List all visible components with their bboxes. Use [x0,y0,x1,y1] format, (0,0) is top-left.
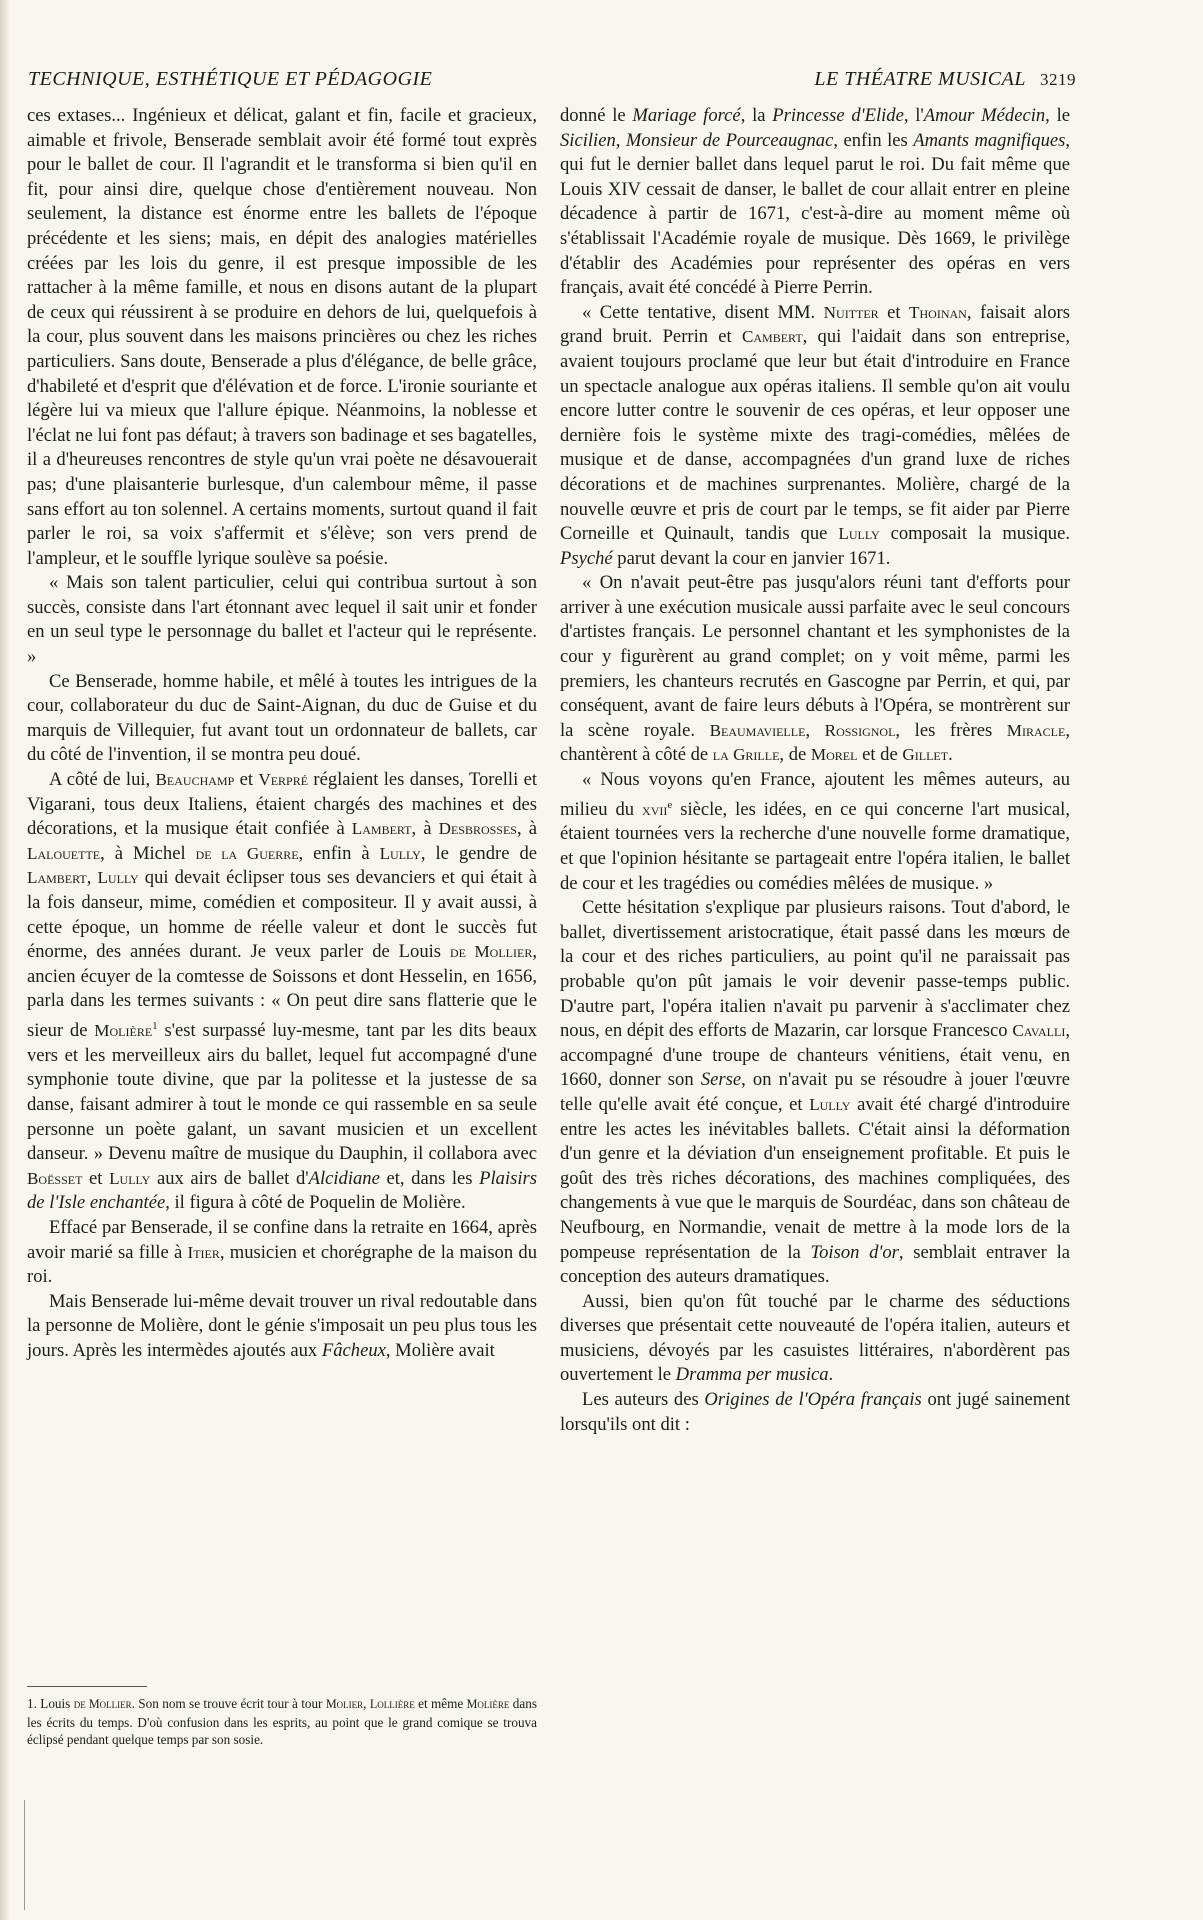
paragraph: Effacé par Benserade, il se confine dans la retraite en 1664, après avoir marié sa fille à Itier, musicien et chorégraphe de la maison du roi. [27,1216,537,1288]
paragraph: A côté de lui, Beauchamp et Verpré réglaient les danses, Torelli et Vigarani, tous deux Italiens, étaient chargés des machines et des décorations, et la musique était confiée à Lambert, à Desbrosses, à Lalouette, à Michel de la Guerre, enfin à Lully, le gendre de Lambert, Lully qui devait éclipser tous ses devanciers et qui était à la fois danseur, mime, comédien et compositeur. Il y avait aussi, à cette époque, un homme de réelle valeur et dont le succès fut énorme, des années durant. Je veux parler de Louis de Mollier, ancien écuyer de la comtesse de Soissons et dont Hesselin, en 1656, parla dans les termes suivants : « On peut dire sans flatterie que le sieur de Molière$^1$ s'est surpassé luy-mesme, tant par les dits beaux vers et les merveilleux airs du ballet, lequel fut accompagné d'une symphonie toute divine, que par la politesse et la justesse de sa danse, faisant admirer à tout le monde ce qui rassemble en sa seule personne un poète galant, un savant musicien et un excellent danseur. » Devenu maître de musique du Dauphin, il collabora avec Boësset et Lully aux airs de ballet d'Alcidiane et, dans les Plaisirs de l'Isle enchantée, il figura à côté de Poquelin de Molière. [27,769,538,1214]
running-header [28,68,1076,98]
paragraph: Ce Benserade, homme habile, et mêlé à toutes les intrigues de la cour, collaborateur du duc de Saint-Aignan, du duc de Guise et du marquis de Villequier, fut avant tout un ordonnateur de ballets, car du côté de l'invention, il se montra peu doué. [27,670,537,766]
paragraph: « On n'avait peut-être pas jusqu'alors réuni tant d'efforts pour arriver à une exécution musicale aussi parfaite avec le seul concours d'artistes français. Le personnel chantant et les symphonistes de la cour y figurèrent au grand complet; on y voit même, parmi les premiers, les chanteurs recrutés en Gascogne par Perrin, et qui, par conséquent, avant de faire leurs débuts à l'Opéra, se montrèrent sur la scène royale. Beaumavielle, Rossignol, les frères Miracle, chantèrent à côté de la Grille, de Morel et de Gillet. [560,572,1070,766]
header-left-title: TECHNIQUE, ESTHÉTIQUE ET PÉDAGOGIE [28,68,433,90]
header-right [814,68,1076,91]
paragraph: Aussi, bien qu'on fût touché par le charme des séductions diverses que présentait cette nouveauté de l'opéra italien, auteurs et musiciens, dévoyés par les casuistes littéraires, n'abordèrent pas ouvertement le Dramma per musica. [560,1290,1070,1386]
paragraph: donné le Mariage forcé, la Princesse d'Elide, l'Amour Médecin, le Sicilien, Monsieur de Pourceaugnac, enfin les Amants magnifiques, qui fut le dernier ballet dans lequel parut le roi. Du fait même que Louis XIV cessait de danser, le ballet de cour allait entrer en pleine décadence à partir de 1671, c'est-à-dire au moment même où s'établissait l'Académie royale de musique. Dès 1669, le privilège d'établir des Académies pour représenter des opéras en vers français, avait été concédé à Pierre Perrin. [560,105,1071,299]
footnote-ref: 1 [152,1019,158,1032]
paragraph: Les auteurs des Origines de l'Opéra français ont jugé sainement lorsqu'ils ont dit : [560,1389,1070,1435]
paragraph: « Mais son talent particulier, celui qui contribua surtout à son succès, consiste dans l'art étonnant avec lequel il sait unir et fonder en un seul type le personnage du ballet et l'acteur qui le représente. » [27,572,537,668]
footnote-divider [27,1686,147,1687]
page-binding-shadow [0,0,10,1920]
page-number: 3219 [1040,70,1076,89]
left-column [27,104,537,1363]
paragraph: « Cette tentative, disent MM. Nuitter et Thoinan, faisait alors grand bruit. Perrin et Cambert, qui l'aidait dans son entreprise, avaient toujours proclamé que leur but était d'introduire en France un spectacle analogue aux opéras italiens. Il semble qu'on ait voulu encore lutter contre le souvenir de ces opéras, et leur opposer une dernière fois le système mixte des tragi-comédies, mêlées de musique et de danse, accompagnées d'un grand luxe de riches décorations et de machines surprenantes. Molière, chargé de la nouvelle œuvre et pris de court par le temps, se fit aider par Pierre Corneille et Quinault, tandis que Lully composait la musique. Psyché parut devant la cour en janvier 1671. [560,301,1070,569]
header-right-title: LE THÉATRE MUSICAL [814,68,1026,90]
paragraph: « Nous voyons qu'en France, ajoutent les mêmes auteurs, au milieu du xvii$^e$ siècle, les idées, en ce qui concerne l'art musical, étaient tournées vers la recherche d'une nouvelle forme dramatique, et que l'opinion hésitante se partageait entre l'opéra italien, le ballet de cour et les tragédies ou comédies mêlées de musique. » [560,769,1070,894]
paragraph: Mais Benserade lui-même devait trouver un rival redoutable dans la personne de Molière, dont le génie s'imposait un peu plus tous les jours. Après les intermèdes ajoutés aux Fâcheux, Molière avait [27,1290,537,1361]
right-column [560,104,1070,1437]
paragraph: Cette hésitation s'explique par plusieurs raisons. Tout d'abord, le ballet, divertissement aristocratique, était passé dans les mœurs de la cour et des riches particuliers, au point qu'il ne paraissait pas probable qu'on pût jamais le voir devenir passe-temps public. D'autre part, l'opéra italien n'avait pu parvenir à s'acclimater chez nous, en dépit des efforts de Mazarin, car lorsque Francesco Cavalli, accompagné d'une troupe de chanteurs vénitiens, était venu, en 1660, donner son Serse, on n'avait pu se résoudre à jouer l'œuvre telle qu'elle avait été conçue, et Lully avait été chargé d'introduire entre les actes les inévitables ballets. C'était ainsi la déformation d'un genre et la déviation d'un enseignement profitable. Et puis le goût des très riches décorations, des machines compliquées, des changements à vue que le marquis de Sourdéac, dans son château de Neufbourg, en Normandie, venait de mettre à la mode lors de la pompeuse représentation de la Toison d'or, semblait entraver la conception des auteurs dramatiques. [560,897,1071,1288]
margin-line [24,1800,25,1910]
footnote: 1. Louis de Mollier. Son nom se trouve écrit tour à tour Molier, Lollière et même Molière dans les écrits du temps. D'où confusion dans les esprits, au point que le grand comique se trouva éclipsé pendant quelque temps par son sosie. [27,1696,537,1747]
paragraph: ces extases... Ingénieux et délicat, galant et fin, facile et gracieux, aimable et frivole, Benserade semblait avoir été formé tout exprès pour le ballet de cour. Il l'agrandit et le transforma si bien qu'il en fit, pour ainsi dire, quelque chose d'entièrement nouveau. Non seulement, la distance est énorme entre les ballets de l'époque précédente et les siens; mais, en dépit des analogies matérielles créées par les lois du genre, il est presque impossible de les rattacher à la même famille, et nous en disons autant de la plupart de ceux qui réussirent à se produire en dehors de lui, quelquefois à la cour, plus souvent dans les maisons princières ou chez les riches particuliers. Sans doute, Benserade a plus d'élégance, de belle grâce, d'habileté et d'esprit que d'élévation et de force. L'ironie souriante et légère lui va mieux que l'allure épique. Néanmoins, la noblesse et l'éclat ne lui font pas défaut; à travers son badinage et ses bagatelles, il a d'heureuses rencontres de style qu'un vrai poète ne désavouerait pas; d'une plaisanterie burlesque, d'un calembour même, il passe sans effort au ton solennel. A certains moments, surtout quand il fait parler le roi, sa voix s'affermit et s'élève; son vers prend de l'ampleur, et le souffle lyrique soulève sa poésie. [27,105,537,569]
